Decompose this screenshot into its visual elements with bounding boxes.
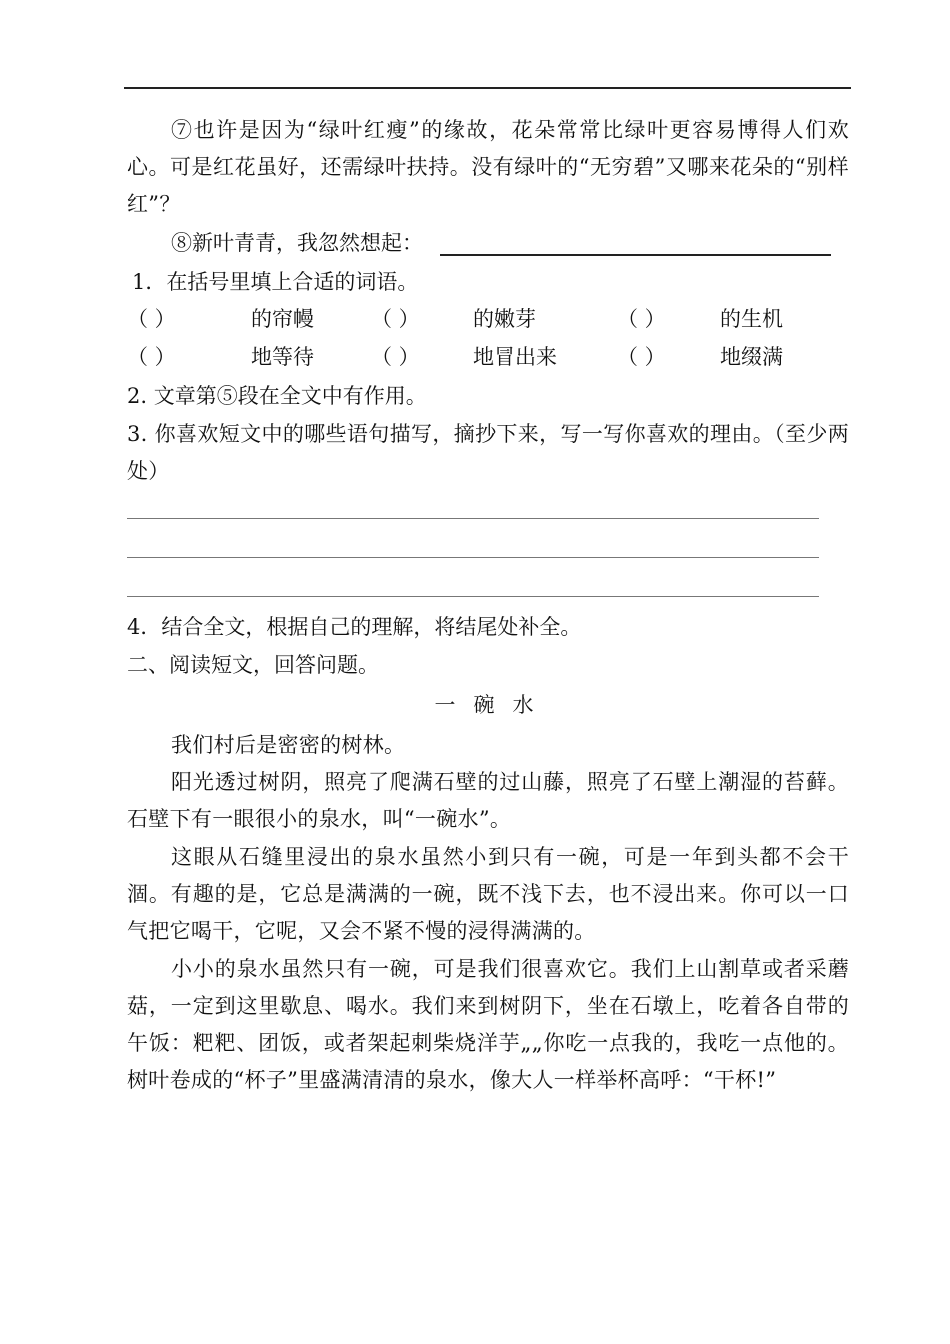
- question-3: 3. 你喜欢短文中的哪些语句描写，摘抄下来，写一写你喜欢的理由。（至少两处）: [127, 422, 849, 483]
- story-paragraph: 小小的泉水虽然只有一碗，可是我们很喜欢它。我们上山割草或者采蘑菇，一定到这里歇息、喝水。我们来到树阴下，坐在石墩上，吃着各自带的午饭：粑粑、团饭，或者架起刺柴烧洋芋„„你吃一点我的，我吃一点他的。树叶卷成的“杯子”里盛满清清的泉水，像大人一样举杯高呼：“干杯!”: [127, 957, 849, 1092]
- q1-word: 的嫩芽: [473, 307, 536, 331]
- q1-blank[interactable]: （ ）: [617, 345, 666, 369]
- q1-blank[interactable]: （ ）: [371, 345, 420, 369]
- story-paragraph: 这眼从石缝里浸出的泉水虽然小到只有一碗，可是一年到头都不会干涸。有趣的是，它总是满满的一碗，既不浅下去，也不浸出来。你可以一口气把它喝干，它呢，又会不紧不慢的浸得满满的。: [127, 845, 849, 943]
- q1-word: 地缀满: [720, 345, 783, 369]
- question-2: 2. 文章第⑤段在全文中有作用。: [127, 384, 427, 408]
- q1-word: 的帘幔: [251, 307, 314, 331]
- question-1: 1．在括号里填上合适的词语。: [132, 270, 419, 294]
- q1-blank[interactable]: （ ）: [617, 307, 666, 331]
- q1-blank[interactable]: （ ）: [127, 345, 176, 369]
- question-4: 4．结合全文，根据自己的理解，将结尾处补全。: [127, 615, 582, 639]
- answer-line[interactable]: [127, 557, 819, 558]
- q1-word: 地冒出来: [473, 345, 557, 369]
- story-title: 一碗水: [434, 693, 552, 717]
- paragraph-8: ⑧新叶青青，我忽然想起：: [171, 231, 423, 255]
- q1-word: 的生机: [720, 307, 783, 331]
- section-2-heading: 二、阅读短文，回答问题。: [127, 653, 379, 677]
- answer-blank-paragraph-8[interactable]: [440, 254, 831, 256]
- answer-line[interactable]: [127, 596, 819, 597]
- answer-line[interactable]: [127, 518, 819, 519]
- q1-blank[interactable]: （ ）: [127, 307, 176, 331]
- q1-word: 地等待: [251, 345, 314, 369]
- q1-row-2: [127, 342, 807, 372]
- top-rule: [124, 87, 851, 89]
- q1-row-1: [127, 304, 807, 334]
- paragraph-7: ⑦也许是因为“绿叶红瘦”的缘故，花朵常常比绿叶更容易博得人们欢心。可是红花虽好，还需绿叶扶持。没有绿叶的“无穷碧”又哪来花朵的“别样红”？: [127, 118, 849, 216]
- story-paragraph: 阳光透过树阴，照亮了爬满石壁的过山藤，照亮了石壁上潮湿的苔藓。石壁下有一眼很小的泉水，叫“一碗水”。: [127, 770, 849, 831]
- story-paragraph: 我们村后是密密的树林。: [171, 733, 406, 757]
- q1-blank[interactable]: （ ）: [371, 307, 420, 331]
